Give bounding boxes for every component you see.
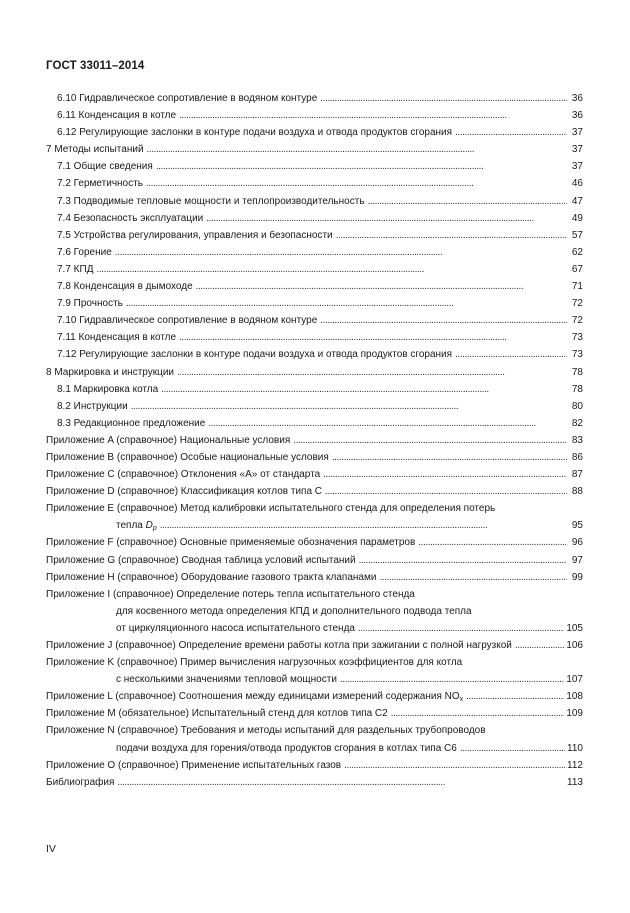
toc-row — [0, 434, 630, 451]
toc-row — [0, 417, 630, 434]
toc-entry-title — [57, 417, 205, 431]
toc-page-number: 36 — [571, 93, 583, 104]
toc-page-number: 73 — [571, 349, 583, 361]
toc-entry[interactable] — [46, 724, 583, 738]
toc-entry-title — [46, 536, 415, 550]
toc-entry-title — [46, 639, 512, 653]
toc-entry-title — [57, 126, 452, 140]
toc-leader-dots — [96, 263, 567, 277]
toc-entry-text: 7.4 Безопасность эксплуатации — [57, 212, 204, 224]
toc-entry[interactable] — [46, 468, 583, 482]
toc-entry[interactable] — [57, 195, 583, 209]
toc-row — [0, 571, 630, 588]
toc-entry-text: для косвенного метода определения КПД и дополнительного подвода тепла — [116, 605, 472, 617]
toc-row — [0, 536, 630, 553]
toc-entry-title — [46, 571, 376, 585]
toc-row — [0, 554, 630, 571]
toc-row — [0, 759, 630, 776]
toc-entry-title — [57, 212, 203, 226]
toc-leader-dots — [117, 776, 565, 790]
toc-entry[interactable] — [57, 400, 583, 414]
toc-leader-dots — [177, 366, 567, 380]
toc-entry[interactable] — [116, 622, 583, 636]
toc-entry[interactable] — [57, 109, 583, 123]
toc-entry[interactable] — [57, 229, 583, 243]
toc-entry-title — [46, 451, 329, 465]
toc-entry[interactable] — [116, 673, 583, 687]
toc-entry[interactable] — [57, 383, 583, 397]
toc-entry[interactable] — [57, 297, 583, 311]
toc-row — [0, 673, 630, 690]
toc-entry-title — [46, 554, 356, 568]
toc-leader-dots — [340, 673, 564, 687]
toc-row — [0, 314, 630, 331]
toc-entry-text: Приложение E (справочное) Метод калибровки испытательного стенда для определения потерь — [46, 503, 496, 515]
toc-entry[interactable] — [46, 759, 583, 773]
toc-entry-title — [57, 160, 153, 174]
toc-leader-dots — [455, 126, 567, 140]
toc-page-number: 78 — [571, 366, 583, 378]
toc-entry[interactable] — [57, 246, 583, 260]
toc-entry-title — [46, 468, 320, 482]
toc-entry[interactable] — [46, 776, 583, 790]
toc-page-number: 105 — [566, 622, 583, 634]
toc-entry[interactable] — [46, 656, 583, 670]
toc-row — [0, 502, 630, 519]
toc-row — [0, 280, 630, 297]
toc-entry-text: от циркуляционного насоса испытательного стенда — [116, 622, 355, 634]
toc-row — [0, 639, 630, 656]
toc-page-number: 107 — [566, 674, 583, 686]
toc-entry-text: 7.3 Подводимые тепловые мощности и теплопроизводительность — [57, 195, 365, 207]
toc-leader-dots — [161, 383, 567, 397]
toc-entry-text: Приложение A (справочное) Национальные условия — [46, 434, 291, 446]
toc-leader-dots — [131, 400, 567, 414]
toc-leader-dots — [147, 143, 567, 157]
toc-page-number: 37 — [571, 161, 583, 173]
toc-row — [0, 451, 630, 468]
toc-entry-text: Приложение F (справочное) Основные применяемые обозначения параметров — [46, 537, 416, 549]
toc-entry-title — [46, 366, 174, 380]
toc-page-number: 67 — [571, 263, 583, 275]
toc-entry-title — [57, 263, 93, 277]
toc-entry-text: 7.10 Гидравлическое сопротивление в водяном контуре — [57, 315, 318, 327]
toc-page-number: 112 — [567, 759, 583, 771]
toc-entry-title — [57, 246, 112, 260]
toc-leader-dots — [179, 109, 567, 123]
toc-entry[interactable] — [57, 160, 583, 174]
toc-row — [0, 109, 630, 126]
toc-leader-dots — [323, 468, 567, 482]
toc-leader-dots — [325, 485, 567, 499]
toc-entry-title — [57, 195, 365, 209]
toc-entry-title — [57, 229, 333, 243]
toc-entry[interactable] — [46, 366, 583, 380]
toc-page-number: 37 — [571, 144, 583, 156]
toc-row — [0, 622, 630, 639]
toc-row — [0, 143, 630, 160]
toc-row — [0, 707, 630, 724]
toc-entry-title — [57, 109, 176, 123]
toc-entry-text: Приложение D (справочное) Классификация котлов типа C — [46, 486, 323, 498]
toc-entry-title — [46, 656, 462, 670]
toc-entry[interactable] — [57, 280, 583, 294]
toc-entry-text: подачи воздуха для горения/отвода продуктов сгорания в котлах типа C6 — [116, 742, 457, 754]
toc-entry[interactable] — [46, 707, 583, 721]
toc-leader-dots — [358, 622, 564, 636]
toc-entry[interactable] — [46, 485, 583, 499]
toc-page-number: 71 — [571, 281, 583, 293]
toc-entry-text: Приложение L (справочное) Соотношения между единицами измерений содержания NO — [46, 691, 460, 703]
toc-entry[interactable] — [46, 639, 583, 653]
toc-entry-text: 8 Маркировка и инструкции — [46, 366, 175, 378]
toc-leader-dots — [126, 297, 567, 311]
page-number: IV — [46, 843, 56, 855]
toc-entry[interactable] — [57, 314, 583, 328]
toc-entry-symbol: D — [145, 520, 153, 532]
toc-entry-title — [116, 519, 157, 533]
toc-entry-title — [46, 588, 415, 602]
toc-entry-title — [116, 605, 472, 619]
toc-leader-dots — [115, 246, 567, 260]
toc-entry-text: 6.10 Гидравлическое сопротивление в водяном контуре — [57, 93, 318, 104]
toc-entry[interactable] — [57, 417, 583, 431]
toc-leader-dots — [344, 759, 565, 773]
toc-leader-dots — [391, 707, 565, 721]
toc-page-number: 49 — [571, 212, 583, 224]
toc-entry-title — [57, 348, 452, 362]
toc-entry-title — [46, 759, 341, 773]
toc-row — [0, 126, 630, 143]
toc-row — [0, 177, 630, 194]
toc-entry[interactable] — [116, 519, 583, 533]
toc-leader-dots — [320, 92, 567, 106]
toc-page-number: 88 — [571, 486, 583, 498]
toc-entry[interactable] — [57, 126, 583, 140]
toc-entry-title — [57, 400, 128, 414]
toc-leader-dots — [379, 571, 567, 585]
toc-page-number: 108 — [566, 691, 583, 703]
toc-entry[interactable] — [46, 434, 583, 448]
toc-leader-dots — [368, 195, 568, 209]
toc-entry-text: 8.1 Маркировка котла — [57, 383, 159, 395]
toc-entry[interactable] — [57, 177, 583, 191]
toc-leader-dots — [179, 331, 567, 345]
toc-entry[interactable] — [46, 554, 583, 568]
toc-leader-dots — [293, 434, 567, 448]
toc-page-number: 47 — [571, 195, 583, 207]
toc-page-number: 99 — [571, 571, 583, 583]
toc-page-number: 62 — [571, 246, 583, 258]
toc-row — [0, 690, 630, 707]
toc-entry-title — [46, 485, 322, 499]
toc-page-number: 86 — [571, 451, 583, 463]
toc-leader-dots — [146, 177, 567, 191]
toc-page-number: 36 — [571, 110, 583, 122]
toc-page-number: 106 — [566, 640, 583, 651]
toc-page-number: 96 — [571, 537, 583, 549]
toc-entry-text: 7.8 Конденсация в дымоходе — [57, 281, 193, 293]
toc-entry-subscript: p — [152, 525, 157, 533]
toc-page-number: 72 — [571, 298, 583, 310]
toc-entry-title — [57, 280, 193, 294]
toc-page-number: 87 — [571, 469, 583, 481]
toc-entry-text: 8.2 Инструкции — [57, 400, 128, 412]
toc-entry[interactable] — [46, 588, 583, 602]
toc-entry[interactable] — [46, 451, 583, 465]
table-of-contents — [0, 92, 630, 793]
toc-row — [0, 742, 630, 759]
toc-entry[interactable] — [46, 690, 583, 704]
toc-entry[interactable] — [57, 348, 583, 362]
toc-leader-dots — [320, 314, 567, 328]
toc-entry-text: 7.1 Общие сведения — [57, 161, 153, 173]
toc-page-number: 83 — [571, 434, 583, 446]
toc-entry-text: Приложение H (справочное) Оборудование газового тракта клапанами — [46, 571, 377, 583]
toc-row — [0, 246, 630, 263]
toc-entry[interactable] — [116, 742, 583, 756]
toc-entry-title — [46, 724, 486, 738]
toc-page-number: 46 — [571, 178, 583, 190]
toc-row — [0, 588, 630, 605]
toc-entry-text: 7.12 Регулирующие заслонки в контуре подачи воздуха и отвода продуктов сгорания — [57, 349, 453, 361]
toc-entry-title — [46, 502, 495, 516]
toc-row — [0, 92, 630, 109]
toc-row — [0, 485, 630, 502]
toc-entry-title — [57, 92, 317, 106]
toc-page-number: 80 — [571, 400, 583, 412]
toc-entry[interactable] — [57, 263, 583, 277]
toc-entry-title — [116, 622, 355, 636]
toc-row — [0, 605, 630, 622]
toc-leader-dots — [160, 519, 567, 533]
toc-row — [0, 297, 630, 314]
toc-row — [0, 519, 630, 536]
toc-row — [0, 160, 630, 177]
toc-entry-title — [46, 690, 463, 704]
toc-entry-title — [57, 331, 176, 345]
toc-entry-text: 8.3 Редакционное предложение — [57, 417, 206, 429]
toc-page-number: 109 — [566, 708, 583, 720]
toc-entry-text: 7 Методы испытаний — [46, 144, 144, 156]
document-header: ГОСТ 33011–2014 — [46, 60, 145, 72]
toc-entry-text: 7.9 Прочность — [57, 298, 123, 310]
toc-leader-dots — [359, 554, 567, 568]
toc-row — [0, 724, 630, 741]
toc-leader-dots — [336, 229, 567, 243]
toc-page-number: 73 — [571, 332, 583, 344]
toc-entry[interactable] — [46, 143, 583, 157]
toc-leader-dots — [466, 690, 564, 704]
toc-entry-title — [57, 383, 158, 397]
toc-row — [0, 331, 630, 348]
toc-row — [0, 195, 630, 212]
toc-entry-text: Приложение C (справочное) Отклонения «A» от стандарта — [46, 469, 321, 481]
toc-leader-dots — [515, 639, 564, 653]
toc-page-number: 37 — [571, 127, 583, 139]
toc-entry[interactable] — [46, 536, 583, 550]
toc-entry-subscript: x — [459, 696, 464, 704]
toc-entry-title — [46, 434, 290, 448]
toc-leader-dots — [206, 212, 567, 226]
toc-row — [0, 776, 630, 793]
toc-row — [0, 212, 630, 229]
toc-leader-dots — [156, 160, 567, 174]
toc-page-number: 78 — [571, 383, 583, 395]
toc-page-number: 95 — [571, 520, 583, 532]
toc-entry-title — [116, 742, 457, 756]
toc-entry-title — [46, 143, 144, 157]
toc-entry-text: 6.12 Регулирующие заслонки в контуре подачи воздуха и отвода продуктов сгорания — [57, 127, 453, 139]
toc-leader-dots — [332, 451, 567, 465]
toc-entry-text: Приложение O (справочное) Применение испытательных газов — [46, 759, 342, 771]
toc-row — [0, 656, 630, 673]
toc-leader-dots — [196, 280, 567, 294]
toc-entry-text: 7.2 Герметичность — [57, 178, 143, 190]
toc-entry-text: Приложение N (справочное) Требования и методы испытаний для раздельных трубопроводов — [46, 725, 486, 737]
toc-row — [0, 263, 630, 280]
toc-entry-title — [57, 297, 123, 311]
toc-entry[interactable] — [46, 502, 583, 516]
toc-entry-text: с несколькими значениями тепловой мощности — [116, 674, 337, 686]
toc-page-number: 110 — [567, 742, 583, 754]
toc-entry-title — [46, 707, 388, 721]
toc-row — [0, 400, 630, 417]
toc-entry[interactable] — [57, 212, 583, 226]
toc-row — [0, 229, 630, 246]
toc-leader-dots — [460, 742, 565, 756]
toc-row — [0, 383, 630, 400]
toc-entry-title — [116, 673, 337, 687]
toc-entry-text: Приложение J (справочное) Определение времени работы котла при зажигании с полной нагрузкой — [46, 640, 512, 651]
toc-page-number: 72 — [571, 315, 583, 327]
toc-entry[interactable] — [57, 92, 583, 106]
toc-entry-text: Библиография — [46, 776, 115, 788]
toc-entry-text: 7.6 Горение — [57, 246, 112, 258]
toc-entry-text: Приложение I (справочное) Определение потерь тепла испытательного стенда — [46, 588, 415, 600]
toc-page-number: 82 — [571, 417, 583, 429]
toc-entry-title — [46, 776, 114, 790]
toc-entry-title — [57, 177, 143, 191]
toc-entry-text: 7.11 Конденсация в котле — [57, 332, 177, 344]
toc-row — [0, 468, 630, 485]
toc-entry-text: 7.7 КПД — [57, 263, 94, 275]
toc-entry-text: 7.5 Устройства регулирования, управления и безопасности — [57, 229, 333, 241]
toc-entry-text: Приложение G (справочное) Сводная таблица условий испытаний — [46, 554, 356, 566]
toc-entry-text: Приложение K (справочное) Пример вычисления нагрузочных коэффициентов для котла — [46, 657, 463, 669]
toc-leader-dots — [455, 348, 567, 362]
toc-entry[interactable] — [46, 571, 583, 585]
toc-page-number: 97 — [571, 554, 583, 566]
toc-entry[interactable] — [116, 605, 583, 619]
toc-entry-text: тепла — [116, 520, 146, 532]
toc-page-number: 57 — [571, 229, 583, 241]
toc-entry-text: 6.11 Конденсация в котле — [57, 110, 177, 122]
toc-row — [0, 348, 630, 365]
toc-page-number: 113 — [567, 776, 583, 788]
toc-entry-text: Приложение M (обязательное) Испытательный стенд для котлов типа C2 — [46, 708, 388, 720]
toc-leader-dots — [208, 417, 567, 431]
toc-row — [0, 366, 630, 383]
toc-entry-text: Приложение B (справочное) Особые национальные условия — [46, 451, 329, 463]
toc-leader-dots — [418, 536, 567, 550]
toc-entry[interactable] — [57, 331, 583, 345]
toc-entry-title — [57, 314, 317, 328]
